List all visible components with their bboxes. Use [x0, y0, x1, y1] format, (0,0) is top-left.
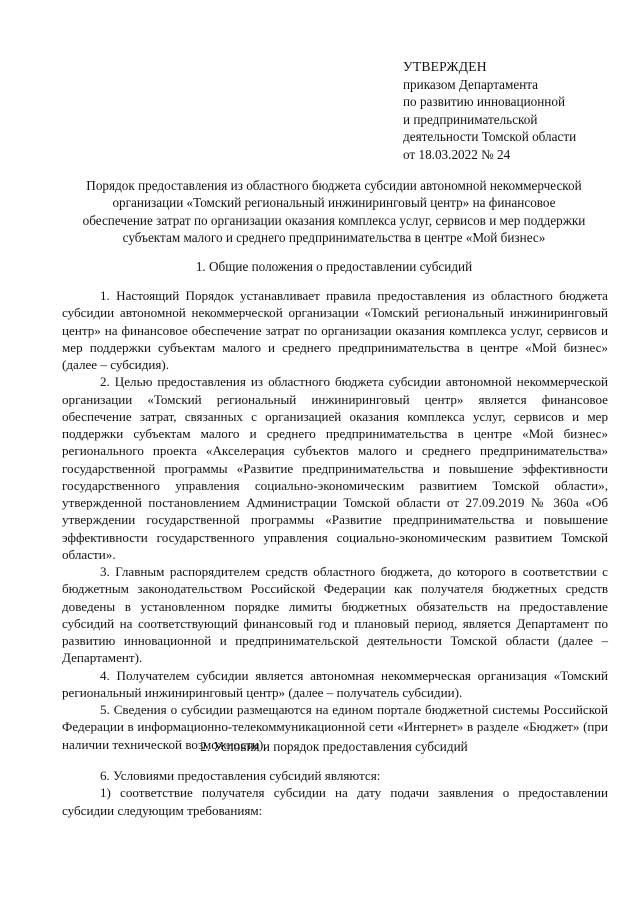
section-1-heading: 1. Общие положения о предоставлении субсидий: [195, 259, 473, 274]
approval-line: деятельности Томской области: [403, 129, 577, 145]
section-1-body: [62, 287, 608, 753]
document-title: [60, 177, 608, 247]
section-2-heading: 2. Условия и порядок предоставления субсидий: [200, 739, 468, 754]
section-2-body: [62, 767, 608, 819]
approval-heading: УТВЕРЖДЕН: [403, 59, 487, 74]
approval-stamp: [403, 58, 628, 164]
paragraph-6-item-1: 1) соответствие получателя субсидии на дату подачи заявления о предоставлении субсидии следующим требованиям:: [62, 785, 608, 818]
approval-line: приказом Департамента: [403, 76, 539, 92]
approval-line: по развитию инновационной: [403, 94, 566, 110]
approval-date-line: от 18.03.2022 № 24: [403, 146, 511, 162]
title-line: Порядок предоставления из областного бюджета субсидии автономной некоммерческой: [86, 178, 582, 193]
approval-line: и предпринимательской: [403, 111, 538, 127]
title-line: организации «Томский региональный инжиниринговый центр» на финансовое: [112, 195, 556, 211]
paragraph-5: 5. Сведения о субсидии размещаются на едином портале бюджетной системы Российской Федерации в информационно-телекоммуникационной сети «Интернет» в разделе «Бюджет» (при наличии технической возможности).: [62, 702, 608, 752]
paragraph-1: 1. Настоящий Порядок устанавливает правила предоставления из областного бюджета субсидии автономной некоммерческой организации «Томский региональный инжиниринговый центр» на финансовое обеспечение затрат по организации оказания комплекса услуг, сервисов и мер поддержки субъектам малого и среднего предпринимательства в центре «Мой бизнес» (далее – субсидия).: [62, 288, 608, 372]
paragraph-3: 3. Главным распорядителем средств областного бюджета, до которого в соответствии с бюджетным законодательством Российской Федерации как получателя бюджетных средств доведены в установленном порядке лимиты бюджетных обязательств на предоставление субсидий на соответствующий финансовый год и плановый период, является Департамент по развитию инновационной и предпринимательской деятельности Томской области (далее – Департамент).: [62, 564, 608, 666]
title-line: обеспечение затрат по организации оказания комплекса услуг, сервисов и мер поддержки: [82, 212, 586, 228]
title-line: субъектам малого и среднего предпринимательства в центре «Мой бизнес»: [122, 230, 546, 246]
paragraph-4: 4. Получателем субсидии является автономная некоммерческая организация «Томский региональный инжиниринговый центр» (далее – получатель субсидии).: [62, 667, 608, 700]
paragraph-2: 2. Целью предоставления из областного бюджета субсидии автономной некоммерческой организации «Томский региональный инжиниринговый центр» является финансовое обеспечение затрат, связанных с организацией оказания комплекса услуг, сервисов и мер поддержки субъектам малого и среднего предпринимательства в центре «Мой бизнес» регионального проекта «Акселерация субъектов малого и среднего предпринимательства» государственной программы «Развитие предпринимательства и повышение эффективности государственного управления социально-экономическим развитием Томской области», утвержденной постановлением Администрации Томской области от 27.09.2019 № 360а «Об утверждении государственной программы «Развитие предпринимательства и повышение эффективности государственного управления социально-экономическим развитием Томской области».: [62, 374, 608, 562]
paragraph-6: 6. Условиями предоставления субсидий являются:: [100, 768, 381, 783]
